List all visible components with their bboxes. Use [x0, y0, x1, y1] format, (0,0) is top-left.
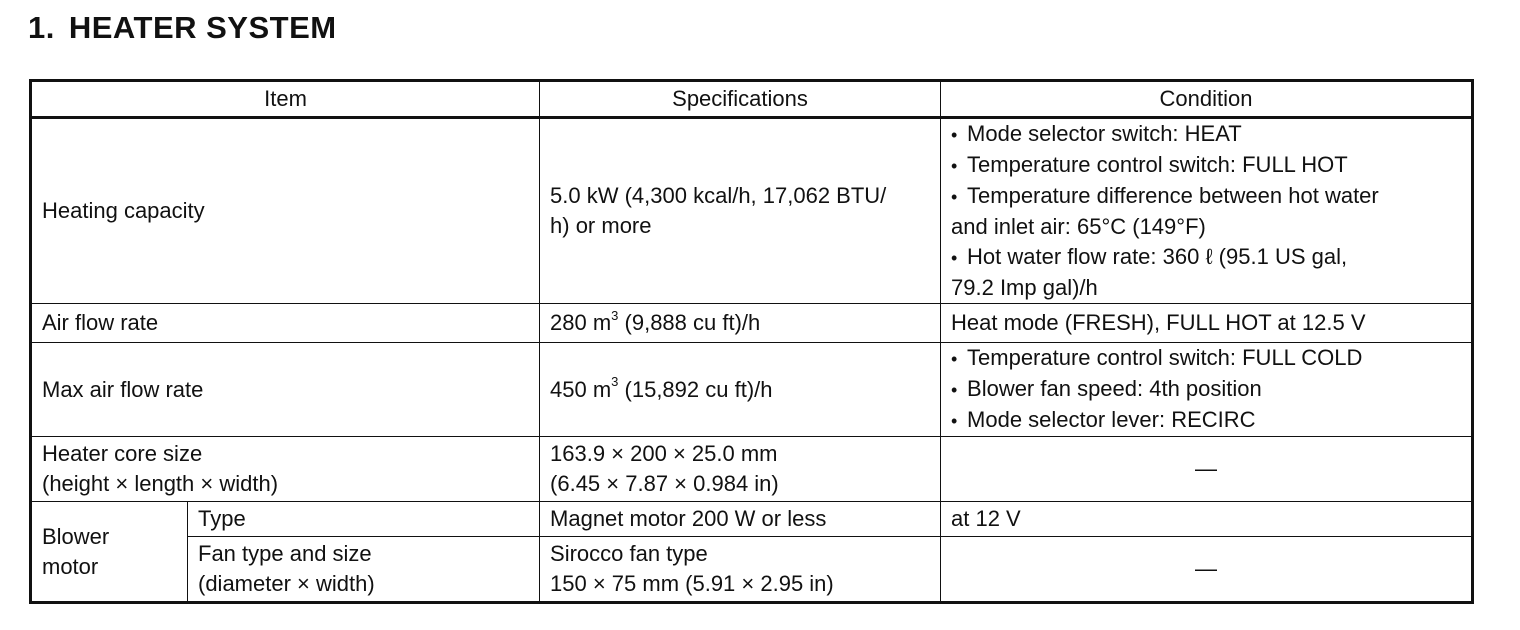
table-header-row	[31, 81, 1473, 118]
spec-line: (6.45 × 7.87 × 0.984 in)	[550, 471, 779, 496]
spec-line: h) or more	[550, 213, 652, 238]
table-row-max-air-flow-rate	[31, 343, 1473, 437]
condition-bullet: • Hot water flow rate: 360 ℓ (95.1 US gal,	[951, 242, 1461, 273]
table-row-heater-core-size	[31, 437, 1473, 502]
item-max-air-flow-rate: Max air flow rate	[31, 343, 540, 437]
condition-bullet: • Mode selector lever: RECIRC	[951, 405, 1461, 436]
item-line: motor	[42, 553, 99, 579]
condition-heater-core-size	[941, 437, 1473, 502]
item-line: Fan type and size	[198, 541, 372, 566]
item-blower-motor	[31, 502, 188, 603]
dash-placeholder: —	[1195, 456, 1218, 481]
spec-blower-type: Magnet motor 200 W or less	[540, 502, 941, 537]
spec-heater-core-size	[540, 437, 941, 502]
section-number: 1.	[28, 10, 55, 45]
heater-spec-table	[29, 79, 1474, 604]
item-blower-fan	[188, 537, 540, 603]
spec-blower-fan	[540, 537, 941, 603]
spec-line: 163.9 × 200 × 25.0 mm	[550, 441, 778, 466]
condition-blower-type: at 12 V	[941, 502, 1473, 537]
table-row-heating-capacity	[31, 118, 1473, 304]
item-line: Heater core size	[42, 441, 203, 466]
section-title	[28, 10, 337, 46]
table-row-air-flow-rate	[31, 304, 1473, 343]
dash-placeholder: —	[1195, 556, 1218, 581]
table-row-blower-type	[31, 502, 1473, 537]
condition-bullet: • Mode selector switch: HEAT	[951, 119, 1461, 150]
item-line: Blower	[42, 523, 110, 549]
condition-bullet: • Blower fan speed: 4th position	[951, 374, 1461, 405]
superscript: 3	[611, 307, 619, 323]
condition-air-flow-rate: Heat mode (FRESH), FULL HOT at 12.5 V	[941, 304, 1473, 343]
item-air-flow-rate: Air flow rate	[31, 304, 540, 343]
item-line: (height × length × width)	[42, 471, 279, 496]
spec-heating-capacity	[540, 118, 941, 304]
condition-bullet: • Temperature control switch: FULL HOT	[951, 150, 1461, 181]
spec-value: 280 m	[550, 310, 612, 335]
spec-value-suffix: (15,892 cu ft)/h	[618, 376, 773, 402]
item-blower-type: Type	[188, 502, 540, 537]
superscript: 3	[611, 374, 619, 390]
condition-continuation: 79.2 Imp gal)/h	[951, 275, 1098, 300]
condition-bullet: • Temperature control switch: FULL COLD	[951, 343, 1461, 374]
spec-value: 450 m	[550, 376, 612, 402]
header-specifications: Specifications	[540, 81, 941, 118]
spec-air-flow-rate	[540, 304, 941, 343]
item-heating-capacity: Heating capacity	[31, 118, 540, 304]
condition-max-air-flow-rate	[941, 343, 1473, 437]
condition-blower-fan	[941, 537, 1473, 603]
spec-max-air-flow-rate	[540, 343, 941, 437]
section-title-text: HEATER SYSTEM	[68, 10, 337, 45]
condition-heating-capacity	[941, 118, 1473, 304]
spec-value-suffix: (9,888 cu ft)/h	[618, 310, 761, 335]
condition-bullet: • Temperature difference between hot water	[951, 181, 1461, 212]
spec-line: 150 × 75 mm (5.91 × 2.95 in)	[550, 571, 834, 596]
spec-line: Sirocco fan type	[550, 541, 708, 566]
header-condition: Condition	[941, 81, 1473, 118]
spec-line: 5.0 kW (4,300 kcal/h, 17,062 BTU/	[550, 183, 887, 208]
item-line: (diameter × width)	[198, 571, 375, 596]
table-row-blower-fan	[31, 537, 1473, 603]
header-item: Item	[31, 81, 540, 118]
item-heater-core-size	[31, 437, 540, 502]
condition-continuation: and inlet air: 65°C (149°F)	[951, 214, 1206, 239]
